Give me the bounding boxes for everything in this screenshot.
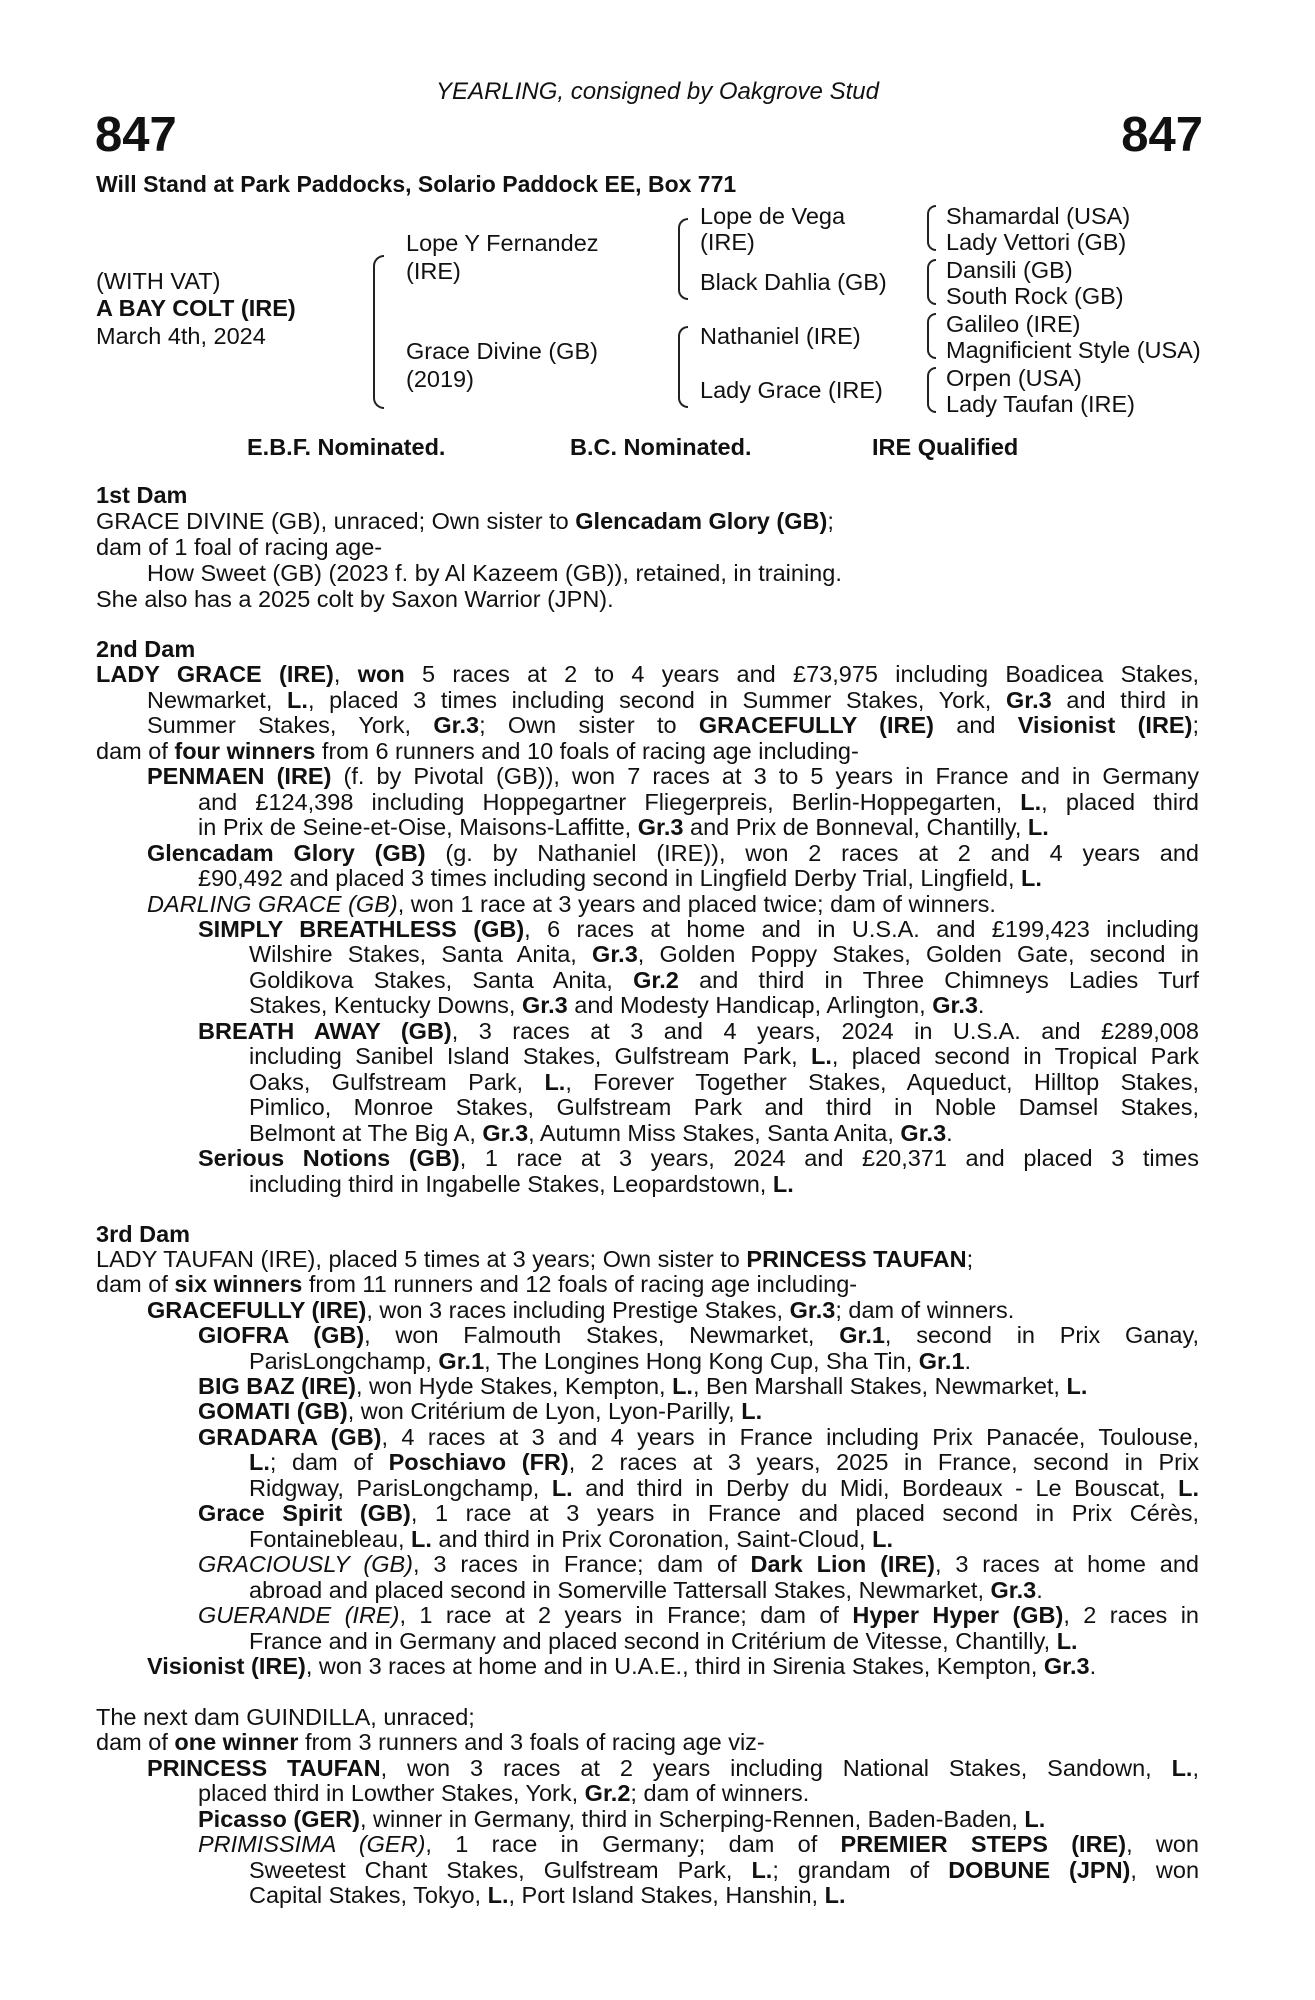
sire-name: Lope Y Fernandez	[406, 230, 599, 256]
next-dam-line1: The next dam GUINDILLA, unraced;	[96, 1704, 475, 1730]
breath-away-line4: Pimlico, Monroe Stakes, Gulfstream Park and third in Noble Damsel Stakes,	[249, 1094, 1199, 1120]
penmaen-line2: and £124,398 including Hoppegartner Fliegerpreis, Berlin-Hoppegarten, L., placed third	[198, 789, 1199, 815]
bc-nominated: B.C. Nominated.	[570, 434, 752, 460]
sire-sire: Lope de Vega	[700, 203, 846, 229]
serious-notions-line2: including third in Ingabelle Stakes, Leopardstown, L.	[249, 1171, 794, 1197]
gracefully-line: GRACEFULLY (IRE), won 3 races including Prestige Stakes, Gr.3; dam of winners.	[147, 1297, 1015, 1323]
picasso-line: Picasso (GER), winner in Germany, third in Scherping-Rennen, Baden-Baden, L.	[198, 1806, 1046, 1832]
primissima-line2: Sweetest Chant Stakes, Gulfstream Park, L.; grandam of DOBUNE (JPN), won	[249, 1857, 1200, 1883]
simply-breathless-line1: SIMPLY BREATHLESS (GB), 6 races at home and in U.S.A. and £199,423 including	[198, 916, 1199, 942]
glencadam-line1: Glencadam Glory (GB) (g. by Nathaniel (IRE)), won 2 races at 2 and 4 years and	[147, 840, 1199, 866]
giofra-line2: ParisLongchamp, Gr.1, The Longines Hong Kong Cup, Sha Tin, Gr.1.	[249, 1348, 972, 1374]
sire-country: (IRE)	[406, 258, 461, 284]
breath-away-line1: BREATH AWAY (GB), 3 races at 3 and 4 years, 2024 in U.S.A. and £289,008	[198, 1018, 1199, 1044]
princess-taufan-line1: PRINCESS TAUFAN, won 3 races at 2 years including National Stakes, Sandown, L.,	[147, 1755, 1199, 1781]
dam-sire: Nathaniel (IRE)	[700, 323, 861, 349]
bracket-ss	[927, 205, 936, 251]
dam-dam: Lady Grace (IRE)	[700, 377, 883, 403]
sd-dam: South Rock (GB)	[946, 283, 1124, 309]
penmaen-line3: in Prix de Seine-et-Oise, Maisons-Laffitte, Gr.3 and Prix de Bonneval, Chantilly, L.	[198, 814, 1049, 840]
dd-sire: Orpen (USA)	[946, 365, 1082, 391]
pedigree-bracket-main	[373, 255, 384, 409]
sire-sire-country: (IRE)	[700, 229, 755, 255]
dam-name: Grace Divine (GB)	[406, 338, 598, 364]
third-dam-line1: LADY TAUFAN (IRE), placed 5 times at 3 years; Own sister to PRINCESS TAUFAN;	[96, 1246, 974, 1272]
dd-dam: Lady Taufan (IRE)	[946, 391, 1135, 417]
primissima-line3: Capital Stakes, Tokyo, L., Port Island Stakes, Hanshin, L.	[249, 1882, 846, 1908]
ire-qualified: IRE Qualified	[872, 434, 1019, 460]
simply-breathless-line4: Stakes, Kentucky Downs, Gr.3 and Modesty Handicap, Arlington, Gr.3.	[249, 992, 985, 1018]
lot-number-left: 847	[95, 108, 177, 162]
pedigree-bracket-dam	[678, 326, 688, 408]
grace-spirit-line1: Grace Spirit (GB), 1 race at 3 years in France and placed second in Prix Cérès,	[198, 1500, 1200, 1526]
first-dam-title: 1st Dam	[96, 482, 188, 508]
second-dam-line2: Newmarket, L., placed 3 times including second in Summer Stakes, York, Gr.3 and third in	[147, 687, 1199, 713]
first-dam-line2: dam of 1 foal of racing age-	[96, 534, 383, 560]
bracket-ds	[927, 313, 936, 359]
grace-spirit-line2: Fontainebleau, L. and third in Prix Coronation, Saint-Cloud, L.	[249, 1526, 893, 1552]
gradara-line1: GRADARA (GB), 4 races at 3 and 4 years in France including Prix Panacée, Toulouse,	[198, 1424, 1199, 1450]
first-dam-line4: She also has a 2025 colt by Saxon Warrior (JPN).	[96, 586, 614, 612]
dam-year: (2019)	[406, 366, 474, 392]
sd-sire: Dansili (GB)	[946, 257, 1073, 283]
simply-breathless-line3: Goldikova Stakes, Santa Anita, Gr.2 and third in Three Chimneys Ladies Turf	[249, 967, 1199, 993]
darling-grace-line: DARLING GRACE (GB), won 1 race at 3 years and placed twice; dam of winners.	[147, 891, 996, 917]
first-dam-line3: How Sweet (GB) (2023 f. by Al Kazeem (GB)), retained, in training.	[147, 560, 842, 586]
ds-sire: Galileo (IRE)	[946, 311, 1081, 337]
big-baz-line: BIG BAZ (IRE), won Hyde Stakes, Kempton, L., Ben Marshall Stakes, Newmarket, L.	[198, 1373, 1088, 1399]
horse-name: A BAY COLT (IRE)	[96, 295, 296, 321]
gomati-line: GOMATI (GB), won Critérium de Lyon, Lyon-Parilly, L.	[198, 1398, 763, 1424]
lot-number-right: 847	[1121, 108, 1203, 162]
ss-sire: Shamardal (USA)	[946, 203, 1131, 229]
guerande-line2: France and in Germany and placed second in Critérium de Vitesse, Chantilly, L.	[249, 1628, 1078, 1654]
ds-dam: Magnificient Style (USA)	[946, 337, 1201, 363]
serious-notions-line1: Serious Notions (GB), 1 race at 3 years, 2024 and £20,371 and placed 3 times	[198, 1145, 1199, 1171]
first-dam-line1: GRACE DIVINE (GB), unraced; Own sister to Glencadam Glory (GB);	[96, 508, 834, 534]
foaling-date: March 4th, 2024	[96, 323, 266, 349]
giofra-line1: GIOFRA (GB), won Falmouth Stakes, Newmarket, Gr.1, second in Prix Ganay,	[198, 1322, 1199, 1348]
glencadam-line2: £90,492 and placed 3 times including second in Lingfield Derby Trial, Lingfield, L.	[198, 865, 1042, 891]
simply-breathless-line2: Wilshire Stakes, Santa Anita, Gr.3, Golden Poppy Stakes, Golden Gate, second in	[249, 941, 1199, 967]
gradara-line3: Ridgway, ParisLongchamp, L. and third in Derby du Midi, Bordeaux - Le Bouscat, L.	[249, 1475, 1199, 1501]
ss-dam: Lady Vettori (GB)	[946, 229, 1127, 255]
page-header: YEARLING, consigned by Oakgrove Stud	[436, 78, 879, 105]
penmaen-line1: PENMAEN (IRE) (f. by Pivotal (GB)), won 7 races at 3 to 5 years in France and in Germany	[147, 763, 1199, 789]
ebf-nominated: E.B.F. Nominated.	[247, 434, 446, 460]
vat-note: (WITH VAT)	[96, 268, 221, 294]
second-dam-line1: LADY GRACE (IRE), won 5 races at 2 to 4 years and £73,975 including Boadicea Stakes,	[96, 661, 1200, 687]
graciously-line2: abroad and placed second in Somerville Tattersall Stakes, Newmarket, Gr.3.	[249, 1577, 1043, 1603]
breath-away-line3: Oaks, Gulfstream Park, L., Forever Together Stakes, Aqueduct, Hilltop Stakes,	[249, 1069, 1199, 1095]
stand-location: Will Stand at Park Paddocks, Solario Paddock EE, Box 771	[96, 171, 737, 197]
breath-away-line2: including Sanibel Island Stakes, Gulfstream Park, L., placed second in Tropical Park	[249, 1043, 1199, 1069]
second-dam-line3: Summer Stakes, York, Gr.3; Own sister to GRACEFULLY (IRE) and Visionist (IRE);	[147, 712, 1199, 738]
visionist-line: Visionist (IRE), won 3 races at home and in U.A.E., third in Sirenia Stakes, Kempton, Gr.3.	[147, 1653, 1097, 1679]
graciously-line1: GRACIOUSLY (GB), 3 races in France; dam of Dark Lion (IRE), 3 races at home and	[198, 1551, 1199, 1577]
breath-away-line5: Belmont at The Big A, Gr.3, Autumn Miss Stakes, Santa Anita, Gr.3.	[249, 1120, 953, 1146]
third-dam-title: 3rd Dam	[96, 1221, 191, 1247]
princess-taufan-line2: placed third in Lowther Stakes, York, Gr.2; dam of winners.	[198, 1780, 810, 1806]
sire-dam: Black Dahlia (GB)	[700, 269, 887, 295]
second-dam-title: 2nd Dam	[96, 636, 196, 662]
guerande-line1: GUERANDE (IRE), 1 race at 2 years in France; dam of Hyper Hyper (GB), 2 races in	[198, 1602, 1199, 1628]
bracket-sd	[927, 259, 936, 305]
pedigree-bracket-sire	[678, 218, 688, 300]
gradara-line2: L.; dam of Poschiavo (FR), 2 races at 3 years, 2025 in France, second in Prix	[249, 1449, 1199, 1475]
next-dam-line2: dam of one winner from 3 runners and 3 foals of racing age viz-	[96, 1729, 765, 1755]
bracket-dd	[927, 367, 936, 413]
third-dam-line2: dam of six winners from 11 runners and 12 foals of racing age including-	[96, 1271, 858, 1297]
second-dam-line4: dam of four winners from 6 runners and 10 foals of racing age including-	[96, 738, 859, 764]
primissima-line1: PRIMISSIMA (GER), 1 race in Germany; dam of PREMIER STEPS (IRE), won	[198, 1831, 1199, 1857]
